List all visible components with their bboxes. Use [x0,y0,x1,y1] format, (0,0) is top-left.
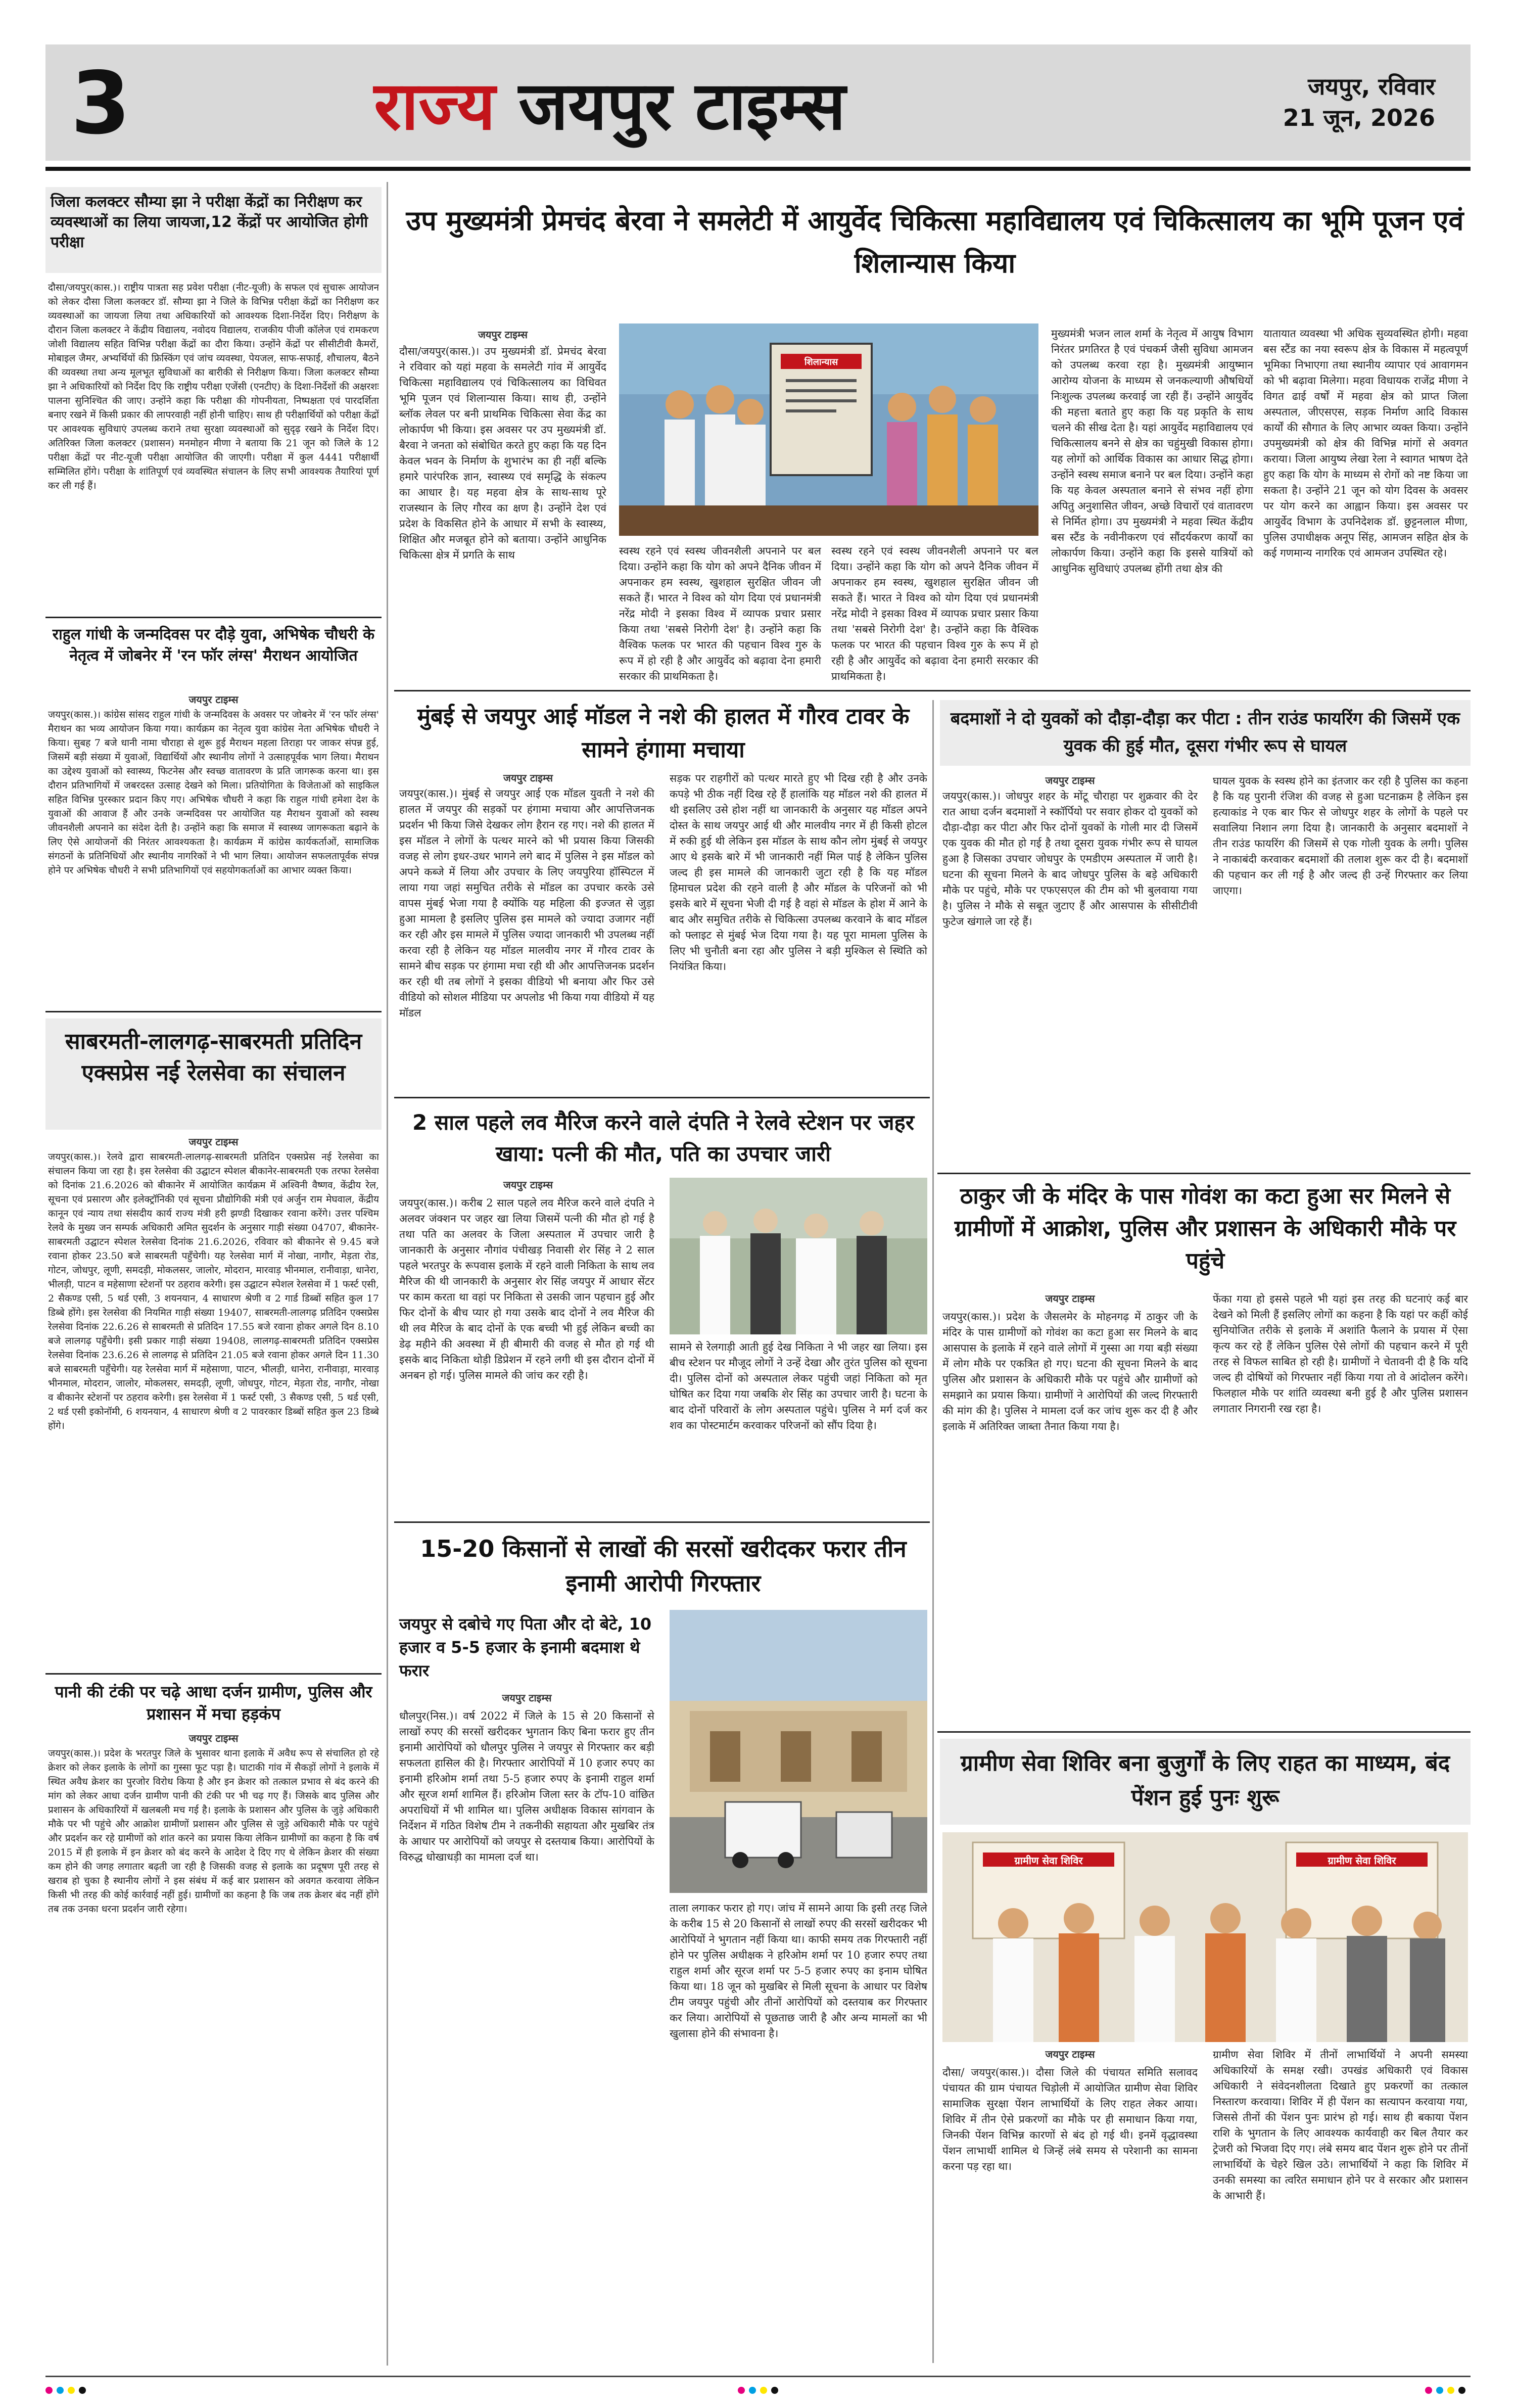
lead-body-mid: स्वस्थ रहने एवं स्वस्थ जीवनशैली अपनाने पर बल दिया। उन्होंने कहा कि योग को अपने दैनिक जीवन में अपनाकर हम स्वस्थ, खुशहाल सुरक्षित जीवन जी सकते हैं। भारत ने विश्व को योग दिया एवं प्रधानमंत्री नरेंद्र मोदी ने इसका विश्व में व्यापक प्रचार प्रसार किया तथा 'सबसे निरोगी देश' है। उन्होंने कहा कि वैश्विक फलक पर भारत की पहचान विश्व गुरु के रूप में हो रही है और आयुर्वेद को बढ़ावा देना हमारी सरकार की प्राथमिकता है। [619,545,821,682]
story1-headline: जिला कलक्टर सौम्या झा ने परीक्षा केंद्रों का निरीक्षण कर व्यवस्थाओं का लिया जायजा,12 केंद्रों पर आयोजित होगी परीक्षा [51,193,368,251]
swatch-black [1458,2387,1465,2394]
story4-body: जयपुर(कास.)। प्रदेश के भरतपुर जिले के भुसावर थाना इलाके में अवैध रूप से संचालित हो रहे क्रेशर को लेकर इलाके के लोगों का गुस्सा फूट पड़ा है। घाटाकी गांव में सैकड़ों लोगों ने इलाके में स्थित अवैध क्रेशर का पुरजोर विरोध किया है और इन क्रेशर को तत्काल प्रभाव से बंद करने की मांग को लेकर आधा दर्जन ग्रामीण पानी की टंकी पर भी चढ़ गए हैं। जिसके बाद पुलिस और प्रशासन के अधिकारियों में खलबली मच गई है। इलाके के प्रशासन और पुलिस के जुड़े अधिकारी मौके पर भी पहुंचे और आक्रोश ग्रामीणों प्रशासन और पुलिस से जुड़े अधिकारी मौके पर पहुंचे और प्रदर्शन कर रहे ग्रामीणों को शांत करने का प्रयास किया लेकिन ग्रामीणों का कहना है कि वर्ष 2015 में ही इलाके में इन क्रेशर को बंद करने के आदेश दे दिए गए थे लेकिन क्रेशर की संख्या कम होने की जगह लगातार बढ़ती जा रही है जिसकी वजह से इलाके का प्रदूषण पूरी तरह से खराब हो चुका है स्थानीय लोगों ने इस संबंध में कई बार प्रशासन को अवगत करवाया लेकिन किसी भी तरह की कोई कार्रवाई नहीं हुई। ग्रामीणों का कहना है कि जब तक क्रेशर बंद नहीं होंगे तब तक उनका धरना प्रदर्शन जारी रहेगा। [48,1748,379,1915]
rail-body-2: सामने से रेलगाड़ी आती हुई देख निकिता ने भी जहर खा लिया। इस बीच स्टेशन पर मौजूद लोगों ने उन्हें देखा और तुरंत पुलिस को सूचना दी। पुलिस दोनों को अस्पताल लेकर पहुंची जहां निकिता को मृत घोषित कर दिया गया जबकि शेर सिंह का उपचार जारी है। घटना के बाद दोनों परिवारों के लोग अस्पताल पहुंचे। पुलिस ने मर्ग दर्ज कर शव का पोस्टमार्टम करवाकर परिजनों को सौंप दिया है। [670,1341,927,1431]
page-number: 3 [71,54,131,154]
color-swatches-left [45,2387,147,2397]
lead-photo-banner: शिलान्यास [804,357,838,367]
temple-body-1: जयपुर(कास.)। प्रदेश के जैसलमेर के मोहनगढ़ में ठाकुर जी के मंदिर के पास ग्रामीणों को गोवंश का कटा हुआ सर मिलने के बाद आसपास के इलाके में रहने वाले लोगों में गुस्सा आ गया बड़ी संख्या में लोग मौके पर एकत्रित हो गए। घटना की सूचना मिलने के बाद पुलिस और प्रशासन के अधिकारी मौके पर पहुंचे और ग्रामीणों को समझाने का प्रयास किया। ग्रामीणों ने आरोपियों की जल्द गिरफ्तारी की मांग की है। पुलिस ने मामला दर्ज कर जांच शुरू कर दी है और इलाके में अतिरिक्त जाब्ता तैनात किया गया है। [942,1311,1198,1432]
rail-byline: जयपुर टाइम्स [503,1179,553,1191]
story2-headline: राहुल गांधी के जन्मदिवस पर दौड़े युवा, अभिषेक चौधरी के नेतृत्व में जोबनेर में 'रन फॉर लंग्स' मैराथन आयोजित [52,626,375,665]
camp-photo-banner-right: ग्रामीण सेवा शिविर [1328,1855,1396,1867]
swatch-magenta [1425,2387,1432,2394]
story4-headline: पानी की टंकी पर चढ़े आधा दर्जन ग्रामीण, पुलिस और प्रशासन में मचा हड़कंप [55,1682,372,1724]
lead-body-far: यातायात व्यवस्था भी अधिक सुव्यवस्थित होगी। महवा बस स्टैंड का नया स्वरूप क्षेत्र के विकास में महत्वपूर्ण भूमिका निभाएगा तथा स्थानीय व्यापार एवं आवागमन को भी बढ़ावा मिलेगा। महवा विधायक राजेंद्र मीणा ने विगत ढाई वर्षों में महवा क्षेत्र को प्राप्त जिला अस्पताल, जीएसएस, सड़क निर्माण आदि विकास कार्यों की सौगात के लिए आभार व्यक्त किया। उन्होंने उपमुख्यमंत्री को क्षेत्र की विभिन्न मांगों से अवगत कराया। जिला आयुष्य लेखा रेला ने स्वागत भाषण देते हुए कहा कि योग के माध्यम से रोगों को नष्ट किया जा सकता है। उन्होंने 21 जून को योग दिवस के अवसर पर योग करने का आह्वान किया। इस अवसर पर आयुर्वेद विभाग के उपनिदेशक डॉ. छुट्टनलाल मीणा, पुलिस उपाधीक्षक अनूप सिंह, आमजन सहित क्षेत्र के कई गणमान्य नागरिक एवं आमजन उपस्थित रहे। [1263,328,1468,559]
color-swatches-right [1425,2387,1471,2397]
lead-byline: जयपुर टाइम्स [478,329,528,341]
swatch-black [771,2387,778,2394]
temple-byline: जयपुर टाइम्स [1045,1292,1095,1305]
swatch-yellow [68,2387,75,2394]
story1-body: दौसा/जयपुर(कास.)। राष्ट्रीय पात्रता सह प्रवेश परीक्षा (नीट-यूजी) के सफल एवं सुचारू आयोजन को लेकर दौसा जिला कलक्टर डॉ. सौम्या झा ने जिले के विभिन्न परीक्षा केंद्रों का निरीक्षण कर व्यवस्थाओं का जायजा लिया तथा अधिकारियों को आवश्यक दिशा-निर्देश दिए। निरीक्षण के दौरान जिला कलक्टर ने केंद्रीय विद्यालय, नवोदय विद्यालय, राजकीय पीजी कॉलेज एवं रामकरण जोशी विद्यालय सहित विभिन्न परीक्षा केंद्रों का दौरा किया। उन्होंने केंद्रों पर सीसीटीवी कैमरों, मोबाइल जैमर, अभ्यर्थियों की फ्रिस्किंग एवं जांच व्यवस्था, पेयजल, साफ-सफाई, शौचालय, बैठने की व्यवस्था तथा अन्य मूलभूत सुविधाओं का बारीकी से निरीक्षण किया। जिला कलक्टर सौम्या झा ने अधिकारियों को निर्देश दिए कि राष्ट्रीय परीक्षा एजेंसी (एनटीए) के दिशा-निर्देशों की अक्षरशः पालना सुनिश्चित की जाए। उन्होंने कहा कि परीक्षा की गोपनीयता, निष्पक्षता एवं पारदर्शिता बनाए रखने में किसी प्रकार की लापरवाही नहीं होनी चाहिए। साथ ही परीक्षार्थियों को परीक्षा केंद्रों पर आवश्यक सुविधाएं उपलब्ध कराने तथा सुरक्षा व्यवस्थाओं को सुदृढ़ रखने के निर्देश दिए। अतिरिक्त जिला कलक्टर (प्रशासन) मनमोहन मीणा ने बताया कि 21 जून को जिले के 12 परीक्षा केंद्रों पर नीट-यूजी परीक्षा आयोजित की जाएगी। परीक्षा में कुल 4441 परीक्षार्थी सम्मिलित होंगे। परीक्षा के शांतिपूर्ण एवं व्यवस्थित संचालन के लिए सभी आवश्यक तैयारियां पूर्ण कर ली गई हैं। [48,282,379,491]
lead-divider [394,690,1471,691]
farmers-subhead: जयपुर से दबोचे गए पिता और दो बेटे, 10 हजार व 5-5 हजार के इनामी बदमाश थे फरार [399,1614,652,1680]
firing-body-2: घायल युवक के स्वस्थ होने का इंतजार कर रही है पुलिस का कहना है कि यह पुरानी रंजिश की वजह से हुआ घटनाक्रम है लेकिन इस हत्याकांड ने एक बार फिर से जोधपुर शहर के लोगों के पहले पर सवालिया निशान लगा दिया है। जानकारी के अनुसार बदमाशों ने तीन राउंड फायरिंग की जिसमें से एक गोली युवक के लगी। पुलिस ने नाकाबंदी करवाकर बदमाशों की तलाश शुरू कर दी है। बदमाशों की पहचान कर ली गई है और जल्द ही उन्हें गिरफ्तार कर लिया जाएगा। [1213,775,1468,897]
dateline-date: 21 जून, 2026 [1283,104,1435,131]
story4-byline: जयपुर टाइम्स [188,1732,239,1744]
mumbai-body-1: जयपुर(कास.)। मुंबई से जयपुर आई एक मॉडल युवती ने नशे की हालत में जयपुर की सड़कों पर हंगामा मचाया और आपत्तिजनक प्रदर्शन भी किया जिसे देखकर लोग हैरान रह गए। नशे की हालत में इस मॉडल ने लोगों के पत्थर मारने को भी प्रयास किया जिसकी वजह से लोग इधर-उधर भागने लगे बाद में पुलिस ने इस मॉडल को अपने कब्जे में लिया और उपचार के लिए जयपुरिया हॉस्पिटल में लाया गया जहां समुचित तरीके से मॉडल का उपचार करके उसे वापस मुंबई भेजा गया है क्योंकि यह महिला की इज्जत से जुड़ा हुआ मामला है इसलिए पुलिस इस मामले को ज्यादा उजागर नहीं कर रही और इस मामले में पुलिस ज्यादा जानकारी भी उपलब्ध नहीं करवा रही है लेकिन यह मॉडल मालवीय नगर में गौरव टावर के सामने बीच सड़क पर हंगामा मचा रही थी और आपत्तिजनक प्रदर्शन कर रही थी तब लोगों ने इसका वीडियो भी बनाया और फिर उसे वीडियो को सोशल मीडिया पर अपलोड भी किया गया वीडियो में यह मॉडल [399,788,654,1019]
lead-body-left: दौसा/जयपुर(कास.)। उप मुख्यमंत्री डॉ. प्रेमचंद बेरवा ने रविवार को यहां महवा के समलेटी गांव में आयुर्वेद चिकित्सा महाविद्यालय एवं चिकित्सालय का विधिवत भूमि पूजन एवं शिलान्यास किया। साथ ही, उन्होंने ब्लॉक लेवल पर बनी प्राथमिक चिकित्सा सेवा केंद्र का लोकार्पण भी किया। इस अवसर पर उप मुख्यमंत्री डॉ. बैरवा ने जनता को संबोधित करते हुए कहा कि यह दिन केवल भवन के निर्माण के शुभारंभ का ही नहीं बल्कि हमारे पारंपरिक ज्ञान, स्वास्थ्य एवं समृद्धि के संकल्प का आधार है। यह महवा क्षेत्र के साथ-साथ पूरे राजस्थान के लिए गौरव का क्षण है। उन्होंने देश एवं प्रदेश के विकसित होने के आधार में सभी के स्वास्थ्य, शिक्षित और मजबूत होने को बताया। उन्होंने आधुनिक चिकित्सा क्षेत्र में प्रगति के साथ [399,345,606,561]
swatch-cyan [1436,2387,1443,2394]
camp-photo [942,1832,1468,2042]
swatch-magenta [738,2387,745,2394]
temple-headline: ठाकुर जी के मंदिर के पास गोवंश का कटा हुआ सर मिलने से ग्रामीणों में आक्रोश, पुलिस और प्रशासन के अधिकारी मौके पर पहुंचे [954,1183,1456,1274]
mumbai-body-2: सड़क पर राहगीरों को पत्थर मारते हुए भी दिख रही है और उनके कपड़े भी ठीक नहीं दिख रहे हैं हालांकि यह मॉडल नशे की हालत में थी इसलिए उसे होश नहीं था जानकारी के अनुसार यह मॉडल अपने दोस्त के साथ जयपुर आई थी और मालवीय नगर में ही किसी होटल में रुकी हुई थी लेकिन इस मॉडल के साथ कौन लोग मुंबई से जयपुर आए थे इसके बारे में भी जानकारी नहीं मिल पाई है लेकिन पुलिस जल्द ही इस मामले की जानकारी जुटा रही है कि यह मॉडल हिमाचल प्रदेश की रहने वाली है और मॉडल के परिजनों को भी इसके बारे में सूचना भेजी दी गई है वहां से मॉडल के होश में आने के बाद और समुचित तरीके से चिकित्सा उपलब्ध करवाने के बाद मॉडल को फ्लाइट से मुंबई भेज दिया गया है। यह पूरा मामला पुलिस के लिए भी चुनौती बना रहा और पुलिस ने बड़ी मुश्किल से स्थिति को नियंत्रित किया। [670,772,927,973]
lead-headline: उप मुख्यमंत्री प्रेमचंद बेरवा ने समलेटी में आयुर्वेद चिकित्सा महाविद्यालय एवं चिकित्सालय का भूमि पूजन एवं शिलान्यास किया [406,205,1464,279]
lead-photo [619,323,1038,536]
firing-body-1: जयपुर(कास.)। जोधपुर शहर के मोंटू चौराहा पर शुक्रवार की देर रात आधा दर्जन बदमाशों ने स्कॉर्पियो पर सवार होकर दो युवकों को दौड़ा-दौड़ा कर पीटा और फिर दोनों युवकों के गोली मार दी जिसमें एक युवक की मौत हो गई है तथा दूसरा युवक गंभीर रूप से घायल हुआ है जिसका उपचार जोधपुर के एमडीएम अस्पताल में जारी है। घटना की सूचना मिलने के बाद जोधपुर पुलिस के बड़े अधिकारी मौके पर पहुंचे, मौके पर एफएसएल की टीम को भी बुलवाया गया है। पुलिस ने मौके से सबूत जुटाए हैं और आसपास के सीसीटीवी फुटेज खंगाले जा रहे हैं। [942,790,1198,928]
firing-byline: जयपुर टाइम्स [1045,774,1095,786]
masthead-dateline [1203,71,1435,133]
masthead-title-part1: राज्य [374,67,496,145]
story3-body: जयपुर(कास.)। रेलवे द्वारा साबरमती-लालगढ़-साबरमती प्रतिदिन एक्सप्रेस नई रेलसेवा का संचालन किया जा रहा है। इस रेलसेवा की उद्घाटन स्पेशल बीकानेर-साबरमती एक तरफा रेलसेवा को दिनांक 21.6.2026 को बीकानेर में आयोजित कार्यक्रम में अश्विनी वैष्णव, केंद्रीय रेल, सूचना एवं प्रसारण और इलेक्ट्रॉनिकी एवं सूचना प्रौद्योगिकी मंत्री एवं अर्जुन राम मेघवाल, केंद्रीय कानून एवं न्याय तथा संसदीय कार्य राज्य मंत्री हरी झण्डी दिखाकर रवाना करेंगे। उत्तर पश्चिम रेलवे के मुख्य जन सम्पर्क अधिकारी अमित सुदर्शन के अनुसार गाड़ी संख्या 04707, बीकानेर-साबरमती उद्घाटन स्पेशल रेलसेवा दिनांक 21.6.2026, रविवार को बीकानेर से 9.45 बजे रवाना होकर 23.50 बजे साबरमती पहुँचेगी। यह रेलसेवा मार्ग में नोखा, नागौर, मेड़ता रोड, गोटन, जोधपुर, लूणी, समदड़ी, मोकलसर, जालोर, मोदरान, मारवाड़ भीनमाल, रानीवाड़ा, धानेरा, भीलड़ी, पाटन व महेसाणा स्टेशनों पर ठहराव करेगी। इस उद्घाटन स्पेशल रेलसेवा में 1 फर्स्ट एसी, 2 सैकण्ड एसी, 5 थर्ड एसी, 3 शयनयान, 4 साधारण श्रेणी व 2 गार्ड डिब्बों सहित कुल 17 डिब्बे होंगे। इस रेलसेवा की नियमित गाड़ी संख्या 19407, साबरमती-लालगढ़ प्रतिदिन एक्सप्रेस रेलसेवा दिनांक 22.6.26 से साबरमती से प्रतिदिन 17.55 बजे रवाना होकर अगले दिन 8.10 बजे लालगढ़ पहुँचेगी। इसी प्रकार गाड़ी संख्या 19408, लालगढ़-साबरमती प्रतिदिन एक्सप्रेस रेलसेवा दिनांक 23.6.26 से लालगढ़ से प्रतिदिन 21.05 बजे रवाना होकर अगले दिन 11.30 बजे साबरमती पहुँचेगी। यह रेलसेवा मार्ग में महेसाणा, पाटन, भीलड़ी, धानेरा, रानीवाड़ा, मारवाड़ भीनमाल, मोदरान, जालोर, मोकलसर, समदड़ी, लूणी, जोधपुर, गोटन, मेड़ता रोड, नागौर, नोखा व बीकानेर स्टेशनों पर ठहराव करेगी। इस रेलसेवा में 1 फर्स्ट एसी, 3 सैकण्ड एसी, 5 थर्ड एसी, 2 थर्ड एसी इकोनॉमी, 6 शयनयान, 4 साधारण श्रेणी व 2 पावरकार डिब्बों सहित कुल 23 डिब्बे होंगे। [48,1151,379,1431]
mumbai-divider [394,1097,930,1098]
story2-divider [45,1011,382,1012]
camp-body-1: दौसा/ जयपुर(कास.)। दौसा जिले की पंचायत समिति सलावद पंचायत की ग्राम पंचायत चिड़ोली में आयोजित ग्रामीण सेवा शिविर सामाजिक सुरक्षा पेंशन लाभार्थियों के लिए राहत लेकर आया। शिविर में तीन ऐसे प्रकरणों का मौके पर ही समाधान किया गया, जिनकी पेंशन विभिन्न कारणों से बंद हो गई थी। इनमें वृद्धावस्था पेंशन लाभार्थी शामिल थे जिन्हें लंबे समय से परेशानी का सामना करना पड़ रहा था। [942,2066,1198,2172]
story3-headline: साबरमती-लालगढ़-साबरमती प्रतिदिन एक्सप्रेस नई रेलसेवा का संचालन [65,1029,362,1086]
farmers-body-1: धौलपुर(निस.)। वर्ष 2022 में जिले के 15 से 20 किसानों से लाखों रुपए की सरसों खरीदकर भुगतान किए बिना फरार हुए तीन इनामी आरोपियों को धौलपुर पुलिस ने जयपुर से गिरफ्तार कर बड़ी सफलता हासिल की है। गिरफ्तार आरोपियों में 10 हजार रुपए का इनामी हरिओम शर्मा तथा 5-5 हजार रुपए के इनामी राहुल शर्मा और सूरज शर्मा शामिल हैं। हरिओम जिला स्तर के टॉप-10 वांछित अपराधियों में भी शामिल था। पुलिस अधीक्षक विकास सांगवान के निर्देशन में गठित विशेष टीम ने तकनीकी सहायता और मुखबिर तंत्र के आधार पर आरोपियों को जयपुर से दस्तयाब किया। आरोपियों के विरुद्ध धोखाधड़ी का मामला दर्ज था। [399,1710,654,1863]
mumbai-byline: जयपुर टाइम्स [503,772,553,784]
lead-body-mid2 [831,543,1038,682]
swatch-yellow [1447,2387,1454,2394]
dateline-city-day: जयपुर, रविवार [1308,73,1435,100]
lead-photo-illustration [619,323,1038,536]
lead-body-mid2-text: स्वस्थ रहने एवं स्वस्थ जीवनशैली अपनाने पर बल दिया। उन्होंने कहा कि योग को अपने दैनिक जीवन में अपनाकर हम स्वस्थ, खुशहाल सुरक्षित जीवन जी सकते हैं। भारत ने विश्व को योग दिया एवं प्रधानमंत्री नरेंद्र मोदी ने इसका विश्व में व्यापक प्रचार प्रसार किया तथा 'सबसे निरोगी देश' है। उन्होंने कहा कि वैश्विक फलक पर भारत की पहचान विश्व गुरु के रूप में हो रही है और आयुर्वेद को बढ़ावा देना हमारी सरकार की प्राथमिकता है। [831,545,1038,682]
masthead-title-part2: जयपुर टाइम्स [518,67,846,145]
masthead-title [374,66,845,147]
swatch-cyan [57,2387,64,2394]
swatch-cyan [749,2387,756,2394]
temple-body-2: फेंका गया हो इससे पहले भी यहां इस तरह की घटनाएं कई बार देखने को मिली हैं इसलिए लोगों का कहना है कि यहां पर कहीं कोई सुनियोजित तरीके से इलाके में अशांति फैलाने के प्रयास में ऐसा कृत्य कर रहे हैं लेकिन पुलिस ऐसे लोगों की पहचान करने में पूरी तरह से विफल साबित हो रही है। ग्रामीणों ने चेतावनी दी है कि यदि जल्द ही दोषियों को गिरफ्तार नहीं किया गया तो वे आंदोलन करेंगे। फिलहाल मौके पर शांति व्यवस्था बनी हुई है और पुलिस प्रशासन लगातार निगरानी रख रहा है। [1213,1293,1468,1415]
column-rule-mid [932,700,934,2363]
farmers-photo [670,1610,927,1893]
story2-byline: जयपुर टाइम्स [188,693,239,706]
story3-divider [45,1673,382,1675]
footer-rule [45,2376,1471,2377]
rail-headline: 2 साल पहले लव मैरिज करने वाले दंपति ने रेलवे स्टेशन पर जहर खाया: पत्नी की मौत, पति का उपचार जारी [412,1110,915,1166]
farmers-photo-illustration [670,1610,927,1893]
camp-photo-banner-left: ग्रामीण सेवा शिविर [1014,1855,1083,1867]
firing-headline: बदमाशों ने दो युवकों को दौड़ा-दौड़ा कर पीटा : तीन राउंड फायरिंग की जिसमें एक युवक की हुई मौत, दूसरा गंभीर रूप से घायल [950,709,1460,756]
rail-photo-illustration [670,1178,927,1334]
swatch-magenta [45,2387,53,2394]
column-rule-left [387,182,388,2366]
color-swatches-center [738,2387,839,2397]
masthead-rule [45,167,1471,171]
story3-byline: जयपुर टाइम्स [188,1136,239,1148]
lead-body-right: मुख्यमंत्री भजन लाल शर्मा के नेतृत्व में आयुष विभाग निरंतर प्रगतिरत है एवं पंचकर्म जैसी सुविधा आमजन को उपलब्ध करवा रहा है। मुख्यमंत्री आयुष्मान आरोग्य योजना के माध्यम से जनकल्याणी औषधियों निःशुल्क उपलब्ध करवाई जा रही हैं। उन्होंने आयुर्वेद की महत्ता बताते हुए कहा कि यह प्रकृति के साथ चलने की सीख देता है। यहां आयुर्वेद महाविद्यालय एवं चिकित्सालय बनने से क्षेत्र का चहुंमुखी विकास होगा। यह लोगों को आर्थिक विकास का आधार सिद्ध होगा। उन्होंने स्वस्थ समाज बनाने पर बल दिया। उन्होंने कहा कि यह केवल अस्पताल बनाने से संभव नहीं होगा अपितु अनुशासित जीवन, अच्छे विचारों एवं वातावरण से निर्मित होगा। उप मुख्यमंत्री ने महवा स्थित केंद्रीय बस स्टैंड के नवीनीकरण एवं सौंदर्यकरण कार्यों का लोकार्पण किया। उन्होंने कहा कि इससे यात्रियों को आधुनिक सुविधाएं उपलब्ध होंगी तथा क्षेत्र की [1051,328,1253,575]
rail-body-1: जयपुर(कास.)। करीब 2 साल पहले लव मैरिज करने वाले दंपति ने अलवर जंक्शन पर जहर खा लिया जिसमें पत्नी की मौत हो गई है तथा पति का अलवर के जिला अस्पताल में उपचार जारी है जानकारी के अनुसार नौगांव पंचीखड़ निवासी शेर सिंह ने 2 साल पहले भरतपुर के रूपवास इलाके में रहने वाली निकिता के साथ लव मैरिज की थी जानकारी के अनुसार शेर सिंह जयपुर में आधार सेंटर पर काम करता था वहां पर निकिता से उसकी जान पहचान हुई और फिर दोनों के बीच प्यार हो गया उसके बाद दोनों ने लव मैरिज की थी लव मैरिज के बाद दोनों के एक बच्ची भी हुई लेकिन बच्ची का डेढ़ महीने की अवस्था में ही बीमारी की वजह से मौत हो गई थी इसके बाद निकिता थोड़ी डिप्रेशन में रहने लगी थी इस दौरान दोनों में अनबन हो गई। पुलिस मामले की जांच कर रही है। [399,1197,654,1381]
camp-byline: जयपुर टाइम्स [1045,2048,1095,2060]
farmers-byline: जयपुर टाइम्स [502,1692,552,1704]
temple-divider [937,1731,1471,1733]
story2-body: जयपुर(कास.)। कांग्रेस सांसद राहुल गांधी के जन्मदिवस के अवसर पर जोबनेर में 'रन फॉर लंग्स' मैराथन का भव्य आयोजन किया गया। कार्यक्रम का नेतृत्व युवा कांग्रेस नेता अभिषेक चौधरी ने किया। सुबह 7 बजे धानी नामा चौराहा से शुरू हुई मैराथन महला तिराहा पर जाकर संपन्न हुई, जिसमें बड़ी संख्या में युवाओं, विद्यार्थियों और स्थानीय लोगों ने उत्साहपूर्वक भाग लिया। मैराथन का उद्देश्य युवाओं को स्वास्थ्य, फिटनेस और स्वच्छ वातावरण के प्रति जागरूक करना था। इस दौरान प्रतिभागियों में जबरदस्त उत्साह देखने को मिला। प्रतियोगिता के विजेताओं को साइकिल सहित विभिन्न पुरस्कार प्रदान किए गए। अभिषेक चौधरी ने कहा कि राहुल गांधी हमेशा देश के युवाओं की आवाज हैं और उनके जन्मदिवस पर आयोजित यह मैराथन युवाओं को स्वस्थ जीवनशैली अपनाने का संदेश देती है। उन्होंने कहा कि समाज में स्वास्थ्य जागरूकता बढ़ाने के लिए ऐसे आयोजनों की निरंतर आवश्यकता है। कार्यक्रम में कांग्रेस कार्यकर्ताओं, सामाजिक संगठनों के प्रतिनिधियों और स्थानीय नागरिकों ने भी भाग लिया। आयोजन सफलतापूर्वक संपन्न होने पर अभिषेक चौधरी ने सभी प्रतिभागियों एवं सहयोगकर्ताओं का आभार व्यक्त किया। [48,709,379,876]
swatch-black [79,2387,86,2394]
story1-divider [45,617,382,618]
rail-photo [670,1178,927,1334]
rail-divider [394,1521,930,1523]
camp-body-2: ग्रामीण सेवा शिविर में तीनों लाभार्थियों ने अपनी समस्या अधिकारियों के समक्ष रखी। उपखंड अधिकारी एवं विकास अधिकारी ने संवेदनशीलता दिखाते हुए प्रकरणों का तत्काल निस्तारण करवाया। शिविर में ही पेंशन का सत्यापन करवाया गया, जिससे तीनों की पेंशन पुनः प्रारंभ हो गई। साथ ही बकाया पेंशन राशि के भुगतान के लिए आवश्यक कार्यवाही कर बिल तैयार कर ट्रेजरी को भिजवा दिए गए। लंबे समय बाद पेंशन शुरू होने पर तीनों लाभार्थियों के चेहरे खिल उठे। लाभार्थियों ने कहा कि शिविर में उनकी समस्या का त्वरित समाधान होने पर वे सरकार और प्रशासन के आभारी हैं। [1213,2049,1468,2202]
camp-headline: ग्रामीण सेवा शिविर बना बुजुर्गों के लिए राहत का माध्यम, बंद पेंशन हुई पुनः शुरू [960,1750,1450,1811]
firing-divider [937,1173,1471,1174]
mumbai-headline: मुंबई से जयपुर आई मॉडल ने नशे की हालत में गौरव टावर के सामने हंगामा मचाया [417,704,910,763]
farmers-headline: 15-20 किसानों से लाखों की सरसों खरीदकर फरार तीन इनामी आरोपी गिरफ्तार [420,1535,907,1597]
swatch-yellow [760,2387,767,2394]
farmers-body-2: ताला लगाकर फरार हो गए। जांच में सामने आया कि इसी तरह जिले के करीब 15 से 20 किसानों से लाखों रुपए की सरसों खरीदकर भी आरोपियों ने भुगतान नहीं किया था। काफी समय तक गिरफ्तारी नहीं होने पर पुलिस अधीक्षक ने हरिओम शर्मा पर 10 हजार रुपए तथा राहुल शर्मा और सूरज शर्मा पर 5-5 हजार रुपए का इनाम घोषित किया था। 18 जून को मुखबिर से मिली सूचना के आधार पर विशेष टीम जयपुर पहुंची और तीनों आरोपियों को दस्तयाब कर गिरफ्तार कर लिया। आरोपियों से पूछताछ जारी है और अन्य मामलों का भी खुलासा होने की संभावना है। [670,1902,927,2040]
